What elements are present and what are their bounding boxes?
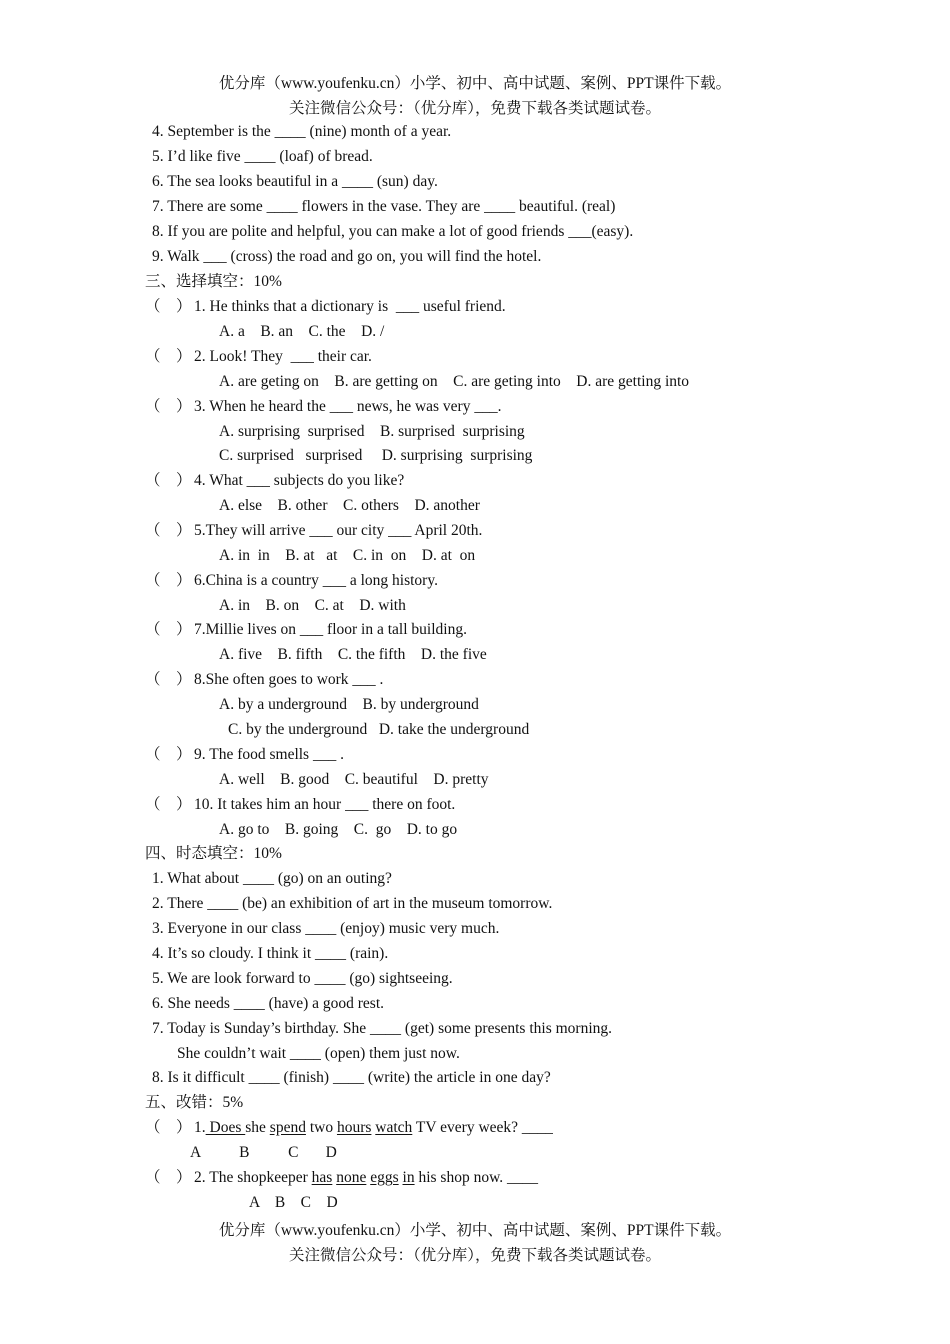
list-item: 6. The sea looks beautiful in a ____ (sun) day.	[152, 173, 438, 190]
answer-bracket: （ ）	[145, 796, 192, 813]
correction-question-2	[194, 1168, 538, 1188]
underlined-word-d: watch	[375, 1119, 413, 1136]
footer-line-1: 优分库（www.youfenku.cn）小学、初中、高中试题、案例、PPT课件下载。	[218, 1222, 732, 1239]
options-3b: C. surprised surprised D. surprising surprising	[219, 447, 533, 464]
answer-bracket: （ ）	[145, 621, 192, 638]
list-item: 2. There ____ (be) an exhibition of art in the museum tomorrow.	[152, 895, 553, 912]
section-heading-tense: 四、时态填空：10%	[145, 845, 282, 862]
answer-bracket: （ ）	[145, 398, 192, 415]
underlined-word-b: none	[336, 1169, 367, 1186]
answer-bracket: （ ）	[145, 348, 192, 365]
footer-line-2: 关注微信公众号：（优分库），免费下载各类试题试卷。	[288, 1247, 661, 1264]
list-item: 3. Everyone in our class ____ (enjoy) music very much.	[152, 920, 500, 937]
list-item: 4. September is the ____ (nine) month of a year.	[152, 123, 452, 140]
question-10: 10. It takes him an hour ___ there on foot.	[194, 796, 456, 813]
list-item: 8. If you are polite and helpful, you can make a lot of good friends ___(easy).	[152, 223, 634, 240]
question-8: 8.She often goes to work ___ .	[194, 671, 384, 688]
options-8a: A. by a underground B. by underground	[219, 696, 479, 713]
option-letters-2: A B C D	[249, 1194, 338, 1211]
options-6: A. in B. on C. at D. with	[219, 597, 406, 614]
underlined-word-c: eggs	[370, 1169, 399, 1186]
question-2: 2. Look! They ___ their car.	[194, 348, 372, 365]
underlined-word-b: spend	[269, 1119, 306, 1136]
section-heading-choice: 三、选择填空：10%	[145, 273, 282, 290]
answer-bracket: （ ）	[145, 298, 192, 315]
options-4: A. else B. other C. others D. another	[219, 497, 480, 514]
list-item: 6. She needs ____ (have) a good rest.	[152, 995, 385, 1012]
header-line-1: 优分库（www.youfenku.cn）小学、初中、高中试题、案例、PPT课件下载。	[218, 75, 732, 92]
plain-text: she	[245, 1119, 270, 1136]
correction-question-1	[194, 1118, 553, 1138]
question-text: 2. The shopkeeper	[194, 1169, 312, 1186]
list-item: 5. I’d like five ____ (loaf) of bread.	[152, 148, 373, 165]
options-1: A. a B. an C. the D. /	[219, 323, 385, 340]
underlined-word-c: hours	[336, 1119, 372, 1136]
question-3: 3. When he heard the ___ news, he was very ___.	[194, 398, 502, 415]
options-8b: C. by the underground D. take the underground	[228, 721, 530, 738]
answer-bracket: （ ）	[145, 1119, 192, 1136]
answer-bracket: （ ）	[145, 572, 192, 589]
answer-bracket: （ ）	[145, 746, 192, 763]
options-10: A. go to B. going C. go D. to go	[219, 821, 458, 838]
list-item: 7. There are some ____ flowers in the vase. They are ____ beautiful. (real)	[152, 198, 616, 215]
plain-text: TV every week? ____	[412, 1119, 553, 1136]
plain-text: his shop now. ____	[414, 1169, 539, 1186]
options-3a: A. surprising surprised B. surprised surprising	[219, 423, 525, 440]
list-item: 9. Walk ___ (cross) the road and go on, you will find the hotel.	[152, 248, 542, 265]
options-2: A. are geting on B. are getting on C. are geting into D. are getting into	[219, 373, 690, 390]
list-item: She couldn’t wait ____ (open) them just now.	[177, 1045, 460, 1062]
answer-bracket: （ ）	[145, 1169, 192, 1186]
question-1: 1. He thinks that a dictionary is ___ useful friend.	[194, 298, 506, 315]
question-6: 6.China is a country ___ a long history.	[194, 572, 438, 589]
answer-bracket: （ ）	[145, 522, 192, 539]
question-9: 9. The food smells ___ .	[194, 746, 344, 763]
underlined-word-a: has	[311, 1169, 333, 1186]
plain-text: two	[305, 1119, 337, 1136]
question-4: 4. What ___ subjects do you like?	[194, 472, 405, 489]
list-item: 8. Is it difficult ____ (finish) ____ (write) the article in one day?	[152, 1069, 551, 1086]
list-item: 4. It’s so cloudy. I think it ____ (rain).	[152, 945, 389, 962]
question-5: 5.They will arrive ___ our city ___ April 20th.	[194, 522, 483, 539]
option-letters-1: A B C D	[190, 1144, 337, 1161]
options-5: A. in in B. at at C. in on D. at on	[219, 547, 476, 564]
list-item: 7. Today is Sunday’s birthday. She ____ (get) some presents this morning.	[152, 1020, 612, 1037]
list-item: 1. What about ____ (go) on an outing?	[152, 870, 392, 887]
answer-bracket: （ ）	[145, 671, 192, 688]
list-item: 5. We are look forward to ____ (go) sightseeing.	[152, 970, 453, 987]
question-7: 7.Millie lives on ___ floor in a tall building.	[194, 621, 467, 638]
underlined-word-a: Does	[205, 1119, 246, 1136]
options-9: A. well B. good C. beautiful D. pretty	[219, 771, 489, 788]
answer-bracket: （ ）	[145, 472, 192, 489]
underlined-word-d: in	[402, 1169, 415, 1186]
options-7: A. five B. fifth C. the fifth D. the five	[219, 646, 487, 663]
header-line-2: 关注微信公众号：（优分库），免费下载各类试题试卷。	[288, 100, 661, 117]
question-number: 1.	[194, 1119, 206, 1136]
section-heading-correction: 五、改错：5%	[145, 1094, 244, 1111]
